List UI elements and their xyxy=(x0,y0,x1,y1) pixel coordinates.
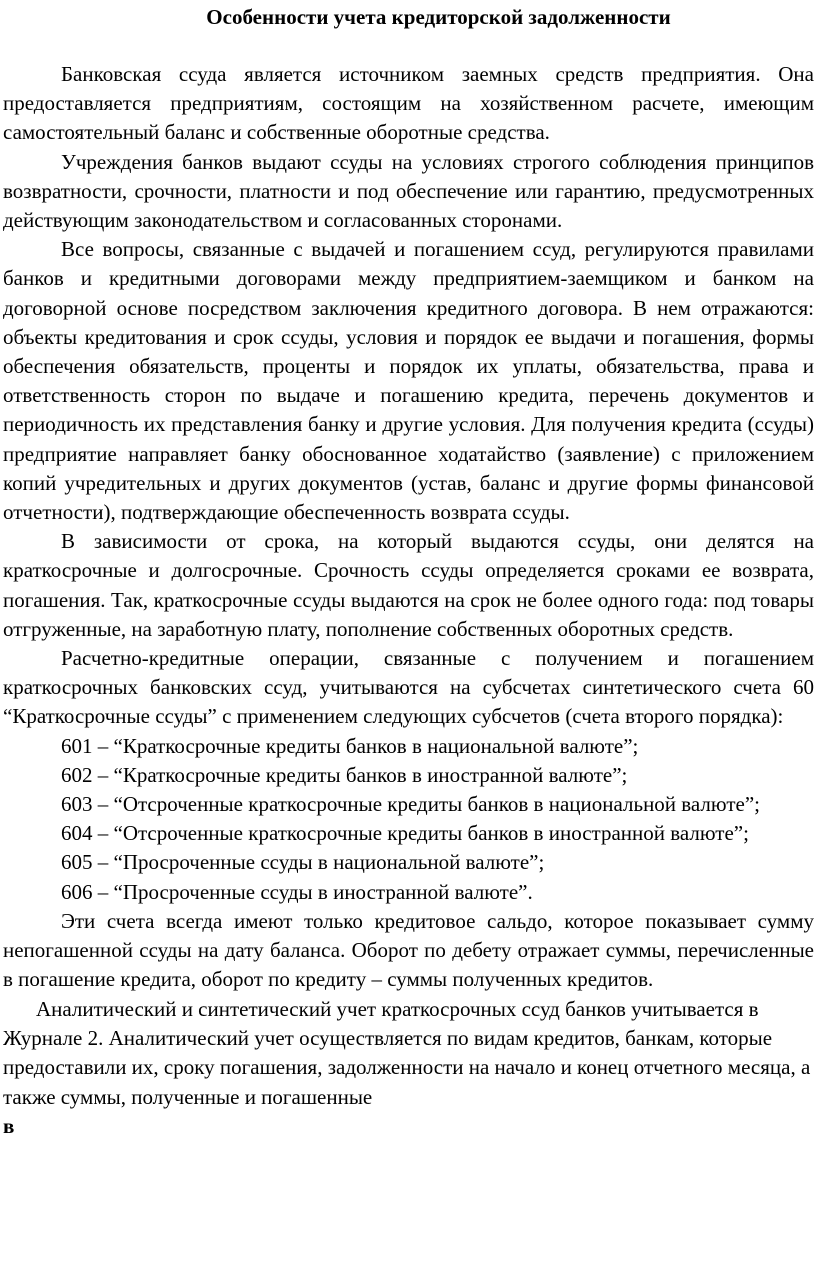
trailing-word: в xyxy=(3,1114,15,1139)
paragraph-loan-agreement: Все вопросы, связанные с выдачей и погашением ссуд, регулируются правилами банков и кредитными договорами между предприятием-заемщиком и банком на договорной основе посредством заключения кредитного договора. В нем отражаются: объекты кредитования и срок ссуды, условия и порядок ее выдачи и погашения, формы обеспечения обязательств, проценты и порядок их уплаты, обязательства, права и ответственность сторон по выдаче и погашению кредита, перечень документов и периодичность их представления банку и другие условия. Для получения кредита (ссуды) предприятие направляет банку обоснованное ходатайство (заявление) с приложением копий учредительных и других документов (устав, баланс и другие формы финансовой отчетности), подтверждающие обеспеченность возврата ссуды. xyxy=(3,237,814,525)
list-item-subaccount-605: 605 – “Просроченные ссуды в национальной валюте”; xyxy=(61,850,545,875)
paragraph-loan-principles: Учреждения банков выдают ссуды на условиях строгого соблюдения принципов возвратности, срочности, платности и под обеспечение или гарантию, предусмотренных действующим законодательством и согласованных сторонами. xyxy=(3,149,814,233)
paragraph-analytical-accounting xyxy=(3,995,814,1142)
analytical-accounting-text: Аналитический и синтетический учет краткосрочных ссуд банков учитывается в Журнале 2. Аналитический учет осуществляется по видам кредитов, банкам, которые предоставили их, сроку погашения, задолженности на начало и конец отчетного месяца, а также суммы, полученные и погашенные xyxy=(3,996,811,1109)
paragraph-loan-terms: В зависимости от срока, на который выдаются ссуды, они делятся на краткосрочные и долгосрочные. Срочность ссуды определяется сроками ее возврата, погашения. Так, краткосрочные ссуды выдаются на срок не более одного года: под товары отгруженные, на заработную плату, пополнение собственных оборотных средств. xyxy=(3,529,814,641)
paragraph-bank-loan: Банковская ссуда является источником заемных средств предприятия. Она предоставляется предприятиям, состоящим на хозяйственном расчете, имеющим самостоятельный баланс и собственные оборотные средства. xyxy=(3,62,814,145)
paragraph-account-60: Расчетно-кредитные операции, связанные с получением и погашением краткосрочных банковских ссуд, учитываются на субсчетах синтетического счета 60 “Краткосрочные ссуды” с применением следующих субсчетов (счета второго порядка): xyxy=(3,646,814,729)
list-item-subaccount-602: 602 – “Краткосрочные кредиты банков в иностранной валюте”; xyxy=(61,762,628,787)
title-spacer xyxy=(3,30,814,60)
page-title: Особенности учета кредиторской задолженности xyxy=(206,5,671,29)
list-item-subaccount-606: 606 – “Просроченные ссуды в иностранной валюте”. xyxy=(61,879,533,904)
list-item-subaccount-601: 601 – “Краткосрочные кредиты банков в национальной валюте”; xyxy=(61,733,639,758)
paragraph-credit-balance: Эти счета всегда имеют только кредитовое сальдо, которое показывает сумму непогашенной ссуды на дату баланса. Оборот по дебету отражает суммы, перечисленные в погашение кредита, оборот по кредиту – суммы полученных кредитов. xyxy=(3,908,814,992)
list-item-subaccount-603: 603 – “Отсроченные краткосрочные кредиты банков в национальной валюте”; xyxy=(61,792,760,817)
list-item-subaccount-604: 604 – “Отсроченные краткосрочные кредиты банков в иностранной валюте”; xyxy=(61,821,749,846)
